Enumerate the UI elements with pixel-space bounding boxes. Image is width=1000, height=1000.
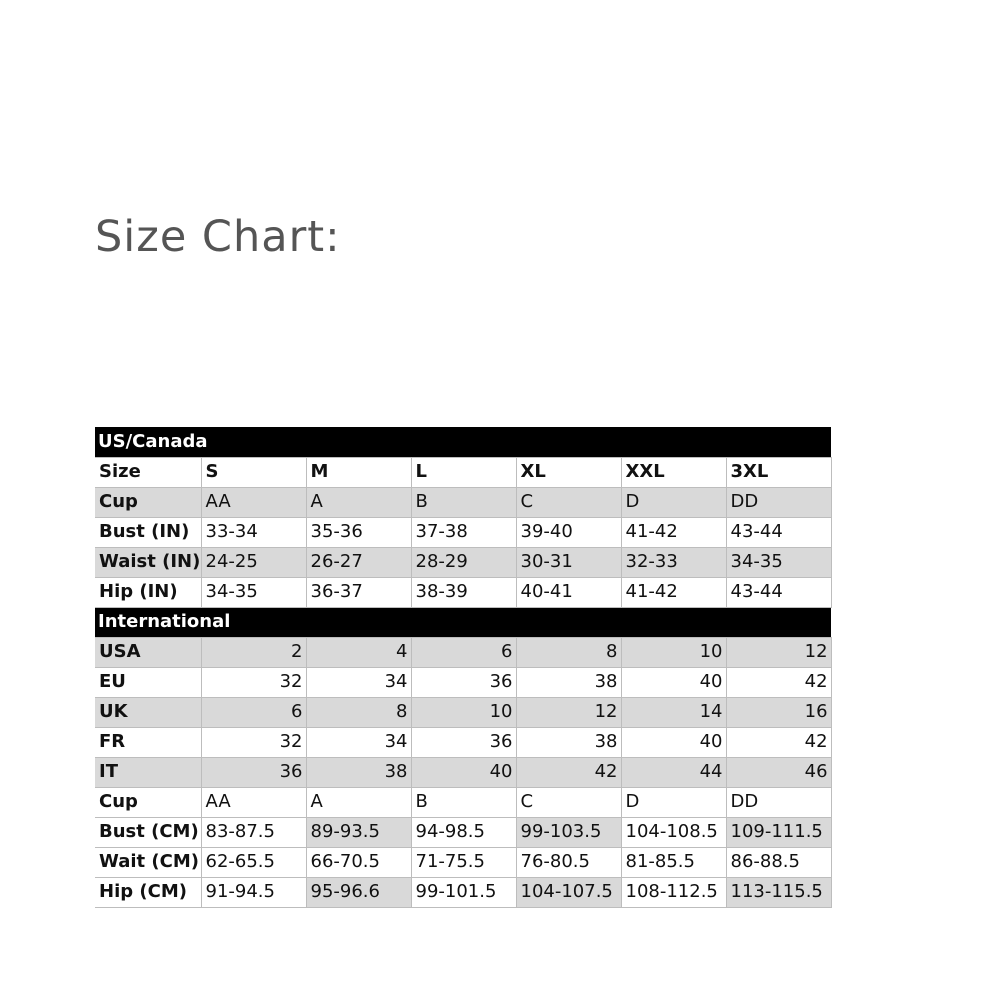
table-cell: D <box>621 487 726 517</box>
table-cell: 35-36 <box>306 517 411 547</box>
section-title: International <box>95 607 831 637</box>
table-cell: 42 <box>726 667 831 697</box>
table-cell: 86-88.5 <box>726 847 831 877</box>
table-cell: 46 <box>726 757 831 787</box>
table-cell: 108-112.5 <box>621 877 726 907</box>
section-header-international <box>95 607 831 637</box>
table-cell: 10 <box>411 697 516 727</box>
table-cell: D <box>621 787 726 817</box>
table-cell: 36 <box>411 667 516 697</box>
row-label: UK <box>95 697 201 727</box>
table-row <box>95 517 831 547</box>
table-cell: 14 <box>621 697 726 727</box>
table-cell: B <box>411 787 516 817</box>
table-cell: 41-42 <box>621 517 726 547</box>
table-row <box>95 667 831 697</box>
size-header-row <box>95 457 831 487</box>
table-cell: 8 <box>306 697 411 727</box>
table-cell: 99-101.5 <box>411 877 516 907</box>
table-row <box>95 847 831 877</box>
size-chart-table <box>95 427 832 908</box>
table-cell: C <box>516 487 621 517</box>
size-cell: XL <box>516 457 621 487</box>
table-cell: 104-108.5 <box>621 817 726 847</box>
table-cell: 34 <box>306 727 411 757</box>
table-row <box>95 577 831 607</box>
table-row <box>95 817 831 847</box>
table-cell: 32-33 <box>621 547 726 577</box>
table-cell: 28-29 <box>411 547 516 577</box>
table-cell: 16 <box>726 697 831 727</box>
table-cell: C <box>516 787 621 817</box>
table-cell: 43-44 <box>726 577 831 607</box>
size-cell: XXL <box>621 457 726 487</box>
table-cell: DD <box>726 787 831 817</box>
row-label: Bust (CM) <box>95 817 201 847</box>
table-cell: 83-87.5 <box>201 817 306 847</box>
table-cell: A <box>306 787 411 817</box>
table-cell: 66-70.5 <box>306 847 411 877</box>
table-cell: 37-38 <box>411 517 516 547</box>
table-cell: 2 <box>201 637 306 667</box>
table-cell: 43-44 <box>726 517 831 547</box>
table-cell: 30-31 <box>516 547 621 577</box>
table-cell: 40 <box>411 757 516 787</box>
row-label: Hip (IN) <box>95 577 201 607</box>
row-label: Wait (CM) <box>95 847 201 877</box>
table-cell: 62-65.5 <box>201 847 306 877</box>
page-title: Size Chart: <box>95 212 341 262</box>
row-label: FR <box>95 727 201 757</box>
table-row <box>95 727 831 757</box>
table-cell: 32 <box>201 667 306 697</box>
table-cell: 10 <box>621 637 726 667</box>
table-cell: 4 <box>306 637 411 667</box>
table-cell: 33-34 <box>201 517 306 547</box>
section-title: US/Canada <box>95 427 831 457</box>
table-cell: 76-80.5 <box>516 847 621 877</box>
table-row <box>95 877 831 907</box>
table-cell: 91-94.5 <box>201 877 306 907</box>
table-cell: A <box>306 487 411 517</box>
table-cell: 71-75.5 <box>411 847 516 877</box>
table-cell: 34 <box>306 667 411 697</box>
row-label: Size <box>95 457 201 487</box>
row-label: Waist (IN) <box>95 547 201 577</box>
row-label: Cup <box>95 487 201 517</box>
table-cell: 38 <box>516 667 621 697</box>
table-cell: 40-41 <box>516 577 621 607</box>
table-cell: AA <box>201 487 306 517</box>
table-cell: 99-103.5 <box>516 817 621 847</box>
table-cell: 41-42 <box>621 577 726 607</box>
table-row <box>95 697 831 727</box>
table-row <box>95 787 831 817</box>
table-cell: 34-35 <box>201 577 306 607</box>
table-cell: 34-35 <box>726 547 831 577</box>
size-cell: 3XL <box>726 457 831 487</box>
table-cell: 89-93.5 <box>306 817 411 847</box>
table-cell: 8 <box>516 637 621 667</box>
row-label: USA <box>95 637 201 667</box>
row-label: IT <box>95 757 201 787</box>
table-cell: 42 <box>516 757 621 787</box>
size-cell: L <box>411 457 516 487</box>
table-cell: 38 <box>306 757 411 787</box>
table-cell: 32 <box>201 727 306 757</box>
table-cell: AA <box>201 787 306 817</box>
row-label: Cup <box>95 787 201 817</box>
table-row <box>95 487 831 517</box>
row-label: Hip (CM) <box>95 877 201 907</box>
row-label: Bust (IN) <box>95 517 201 547</box>
table-cell: 38 <box>516 727 621 757</box>
table-row <box>95 757 831 787</box>
table-cell: 94-98.5 <box>411 817 516 847</box>
section-header-us-canada <box>95 427 831 457</box>
size-cell: M <box>306 457 411 487</box>
table-cell: 44 <box>621 757 726 787</box>
table-cell: 38-39 <box>411 577 516 607</box>
table-cell: B <box>411 487 516 517</box>
table-cell: 6 <box>411 637 516 667</box>
table-cell: 95-96.6 <box>306 877 411 907</box>
table-cell: 36-37 <box>306 577 411 607</box>
row-label: EU <box>95 667 201 697</box>
table-cell: DD <box>726 487 831 517</box>
table-row <box>95 637 831 667</box>
table-cell: 81-85.5 <box>621 847 726 877</box>
table-cell: 12 <box>516 697 621 727</box>
table-cell: 6 <box>201 697 306 727</box>
table-cell: 12 <box>726 637 831 667</box>
table-cell: 24-25 <box>201 547 306 577</box>
table-row <box>95 547 831 577</box>
table-cell: 39-40 <box>516 517 621 547</box>
table-cell: 26-27 <box>306 547 411 577</box>
table-cell: 36 <box>411 727 516 757</box>
table-cell: 40 <box>621 727 726 757</box>
table-cell: 104-107.5 <box>516 877 621 907</box>
table-cell: 36 <box>201 757 306 787</box>
size-cell: S <box>201 457 306 487</box>
table-cell: 40 <box>621 667 726 697</box>
table-cell: 42 <box>726 727 831 757</box>
table-cell: 113-115.5 <box>726 877 831 907</box>
table-cell: 109-111.5 <box>726 817 831 847</box>
